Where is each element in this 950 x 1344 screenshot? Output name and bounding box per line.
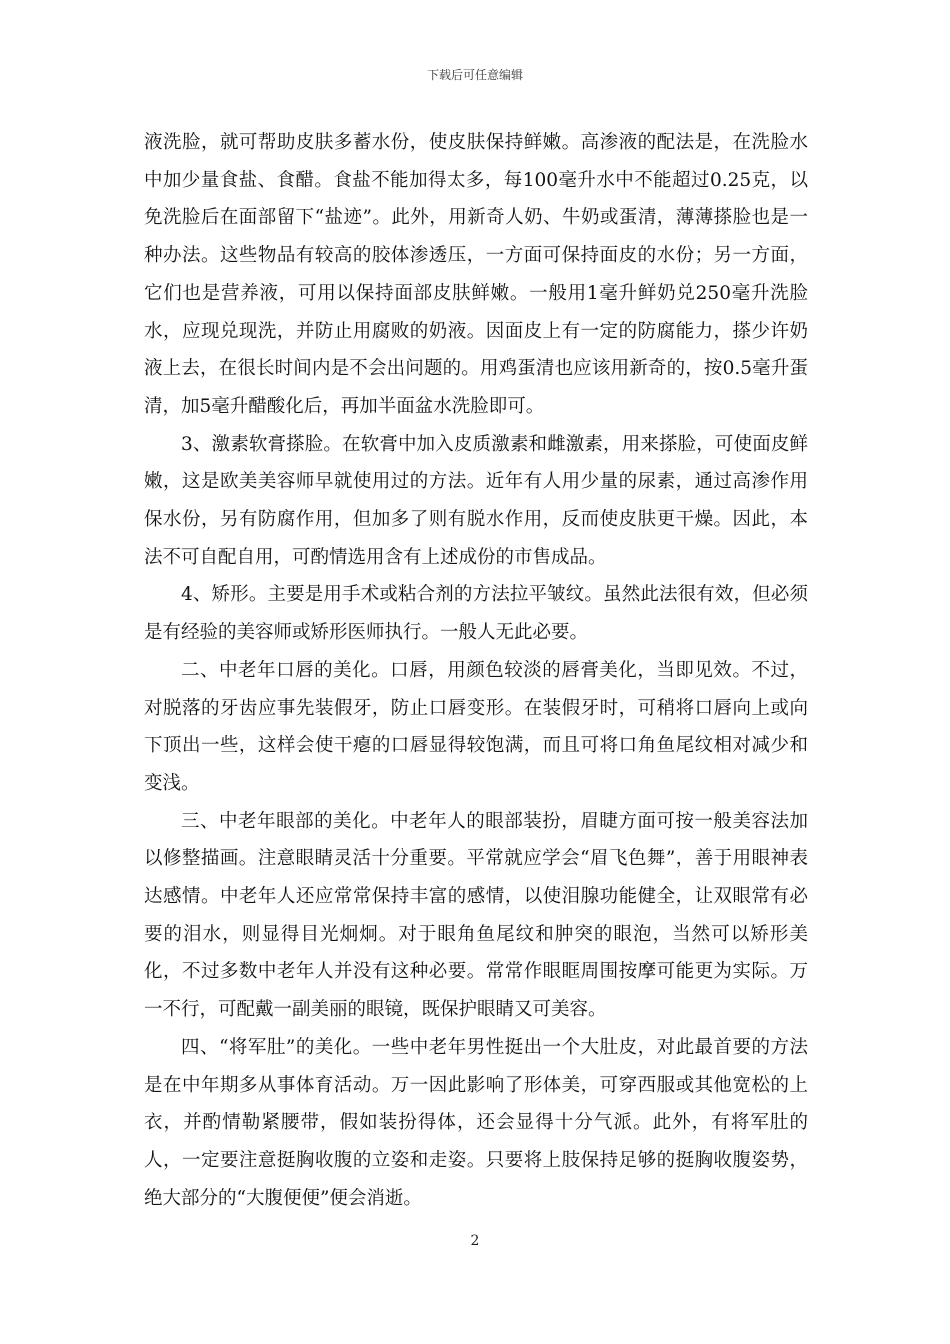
paragraph-lips: 二、中老年口唇的美化。口唇，用颜色较淡的唇膏美化，当即见效。不过，对脱落的牙齿应事先装假牙，防止口唇变形。在装假牙时，可稍将口唇向上或向下顶出一些，这样会使干瘪的口唇显得较饱满，而且可将口角鱼尾纹相对减少和变浅。 <box>144 659 808 794</box>
paragraph-hormone-ointment: 3、激素软膏搽脸。在软膏中加入皮质激素和雌激素，用来搽脸，可使面皮鲜嫩，这是欧美美容师早就使用过的方法。近年有人用少量的尿素，通过高渗作用保水份，另有防腐作用，但加多了则有脱水作用，反而使皮肤更干燥。因此，本法不可自配自用，可酌情选用含有上述成份的市售成品。 <box>144 433 808 568</box>
paragraph-orthopedic: 4、矫形。主要是用手术或粘合剂的方法拉平皱纹。虽然此法很有效，但必须是有经验的美容师或矫形医师执行。一般人无此必要。 <box>144 584 808 644</box>
document-body <box>144 124 808 1217</box>
page-header: 下载后可任意编辑 <box>426 68 523 82</box>
paragraph-belly: 四、“将军肚”的美化。一些中老年男性挺出一个大肚皮，对此最首要的方法是在中年期多从事体育活动。万一因此影响了形体美，可穿西服或其他宽松的上衣，并酌情勒紧腰带，假如装扮得体，还会显得十分气派。此外，有将军肚的人，一定要注意挺胸收腹的立姿和走姿。只要将上肢保持足够的挺胸收腹姿势，绝大部分的“大腹便便”便会消逝。 <box>144 1036 808 1209</box>
paragraph-eyes: 三、中老年眼部的美化。中老年人的眼部装扮，眉睫方面可按一般美容法加以修整描画。注意眼睛灵活十分重要。平常就应学会“眉飞色舞”，善于用眼神表达感情。中老年人还应常常保持丰富的感情，以使泪腺功能健全，让双眼常有必要的泪水，则显得目光炯炯。对于眼角鱼尾纹和肿突的眼泡，当然可以矫形美化，不过多数中老年人并没有这种必要。常常作眼眶周围按摩可能更为实际。万一不行，可配戴一副美丽的眼镜，既保护眼睛又可美容。 <box>144 810 808 1021</box>
page-number: 2 <box>470 1233 480 1249</box>
paragraph-continuation: 液洗脸，就可帮助皮肤多蓄水份，使皮肤保持鲜嫩。高渗液的配法是，在洗脸水中加少量食盐、食醋。食盐不能加得太多，每100毫升水中不能超过0.25克，以免洗脸后在面部留下“盐迹”。此外，用新奇人奶、牛奶或蛋清，薄薄搽脸也是一种办法。这些物品有较高的胶体渗透压，一方面可保持面皮的水份；另一方面，它们也是营养液，可用以保持面部皮肤鲜嫩。一般用1毫升鲜奶兑250毫升洗脸水，应现兑现洗，并防止用腐败的奶液。因面皮上有一定的防腐能力，搽少许奶液上去，在很长时间内是不会出问题的。用鸡蛋清也应该用新奇的，按0.5毫升蛋清，加5毫升醋酸化后，再加半面盆水洗脸即可。 <box>144 132 808 417</box>
